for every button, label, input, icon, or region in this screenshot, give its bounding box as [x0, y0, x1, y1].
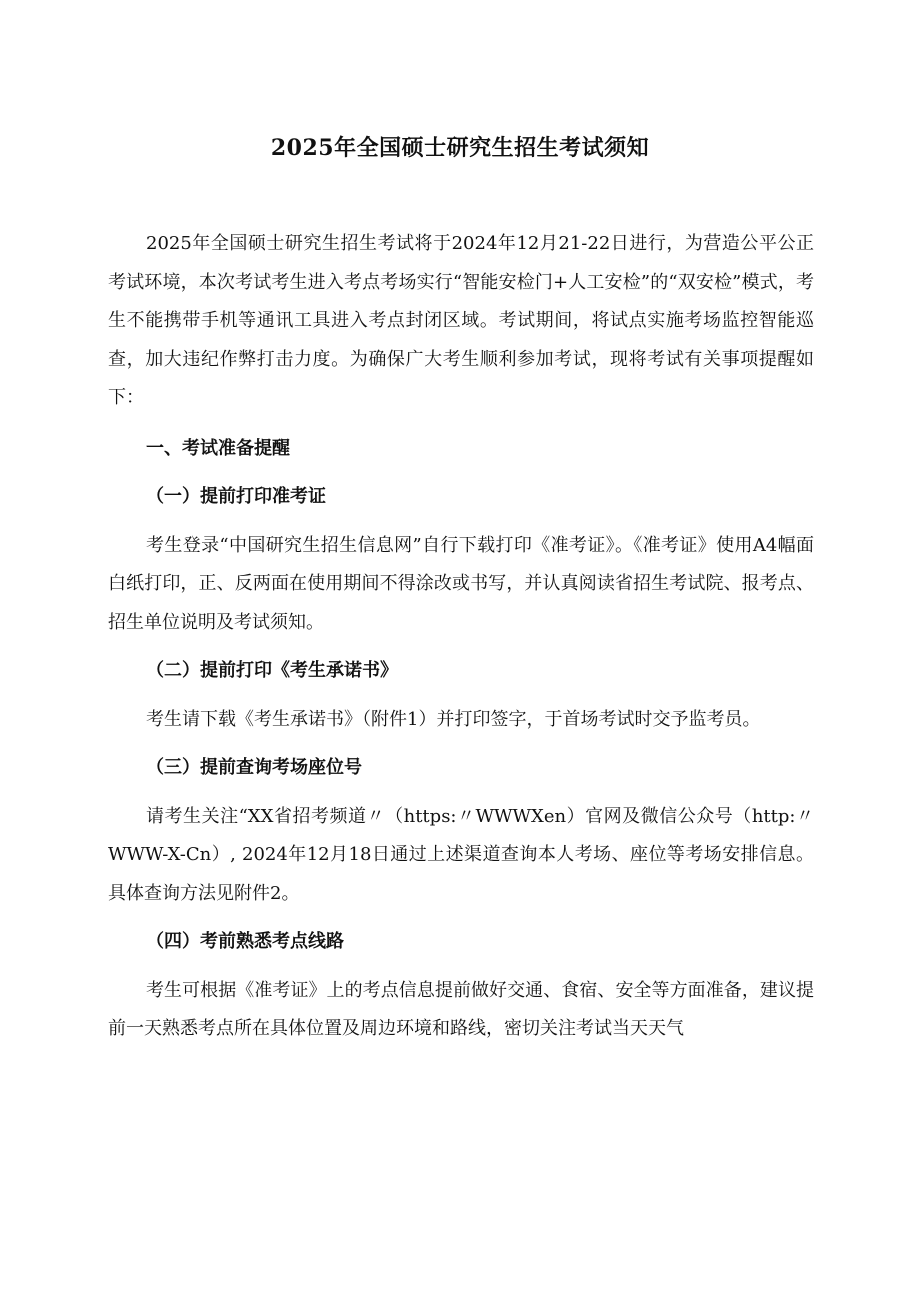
- document-body: [108, 225, 814, 1049]
- paragraph-familiarize-route: 考生可根据《准考证》上的考点信息提前做好交通、食宿、安全等方面准备，建议提前一天熟悉考点所在具体位置及周边环境和路线，密切关注考试当天天气: [108, 979, 814, 1039]
- subsection-heading-print-commitment-letter: （二）提前打印《考生承诺书》: [146, 660, 398, 681]
- intro-paragraph: 2025年全国硕士研究生招生考试将于2024年12月21-22日进行，为营造公平公正考试环境，本次考试考生进入考点考场实行“智能安检门+人工安检”的“双安检”模式，考生不能携带手机等通讯工具进入考点封闭区域。考试期间，将试点实施考场监控智能巡查，加大违纪作弊打击力度。为确保广大考生顺利参加考试，现将考试有关事项提醒如下：: [108, 233, 814, 408]
- subsection-heading-print-admission-ticket: （一）提前打印准考证: [146, 486, 326, 507]
- paragraph-query-seat-number: 请考生关注“XX省招考频道〃（https:〃WWWXen）官网及微信公众号（http:〃WWW-X-Cn）, 2024年12月18日通过上述渠道查询本人考场、座位等考场安排信息。具体查询方法见附件2。: [108, 805, 814, 904]
- section-heading-exam-preparation: 一、考试准备提醒: [146, 437, 290, 459]
- subsection-heading-familiarize-route: （四）考前熟悉考点线路: [146, 931, 344, 952]
- document-title: 2025年全国硕士研究生招生考试须知: [270, 135, 650, 161]
- paragraph-print-commitment-letter: 考生请下载《考生承诺书》（附件1）并打印签字，于首场考试时交予监考员。: [146, 708, 761, 730]
- paragraph-print-admission-ticket: 考生登录“中国研究生招生信息网”自行下载打印《准考证》。《准考证》使用A4幅面白纸打印，正、反两面在使用期间不得涂改或书写，并认真阅读省招生考试院、报考点、招生单位说明及考试须知。: [108, 534, 814, 633]
- subsection-heading-query-seat-number: （三）提前查询考场座位号: [146, 757, 362, 778]
